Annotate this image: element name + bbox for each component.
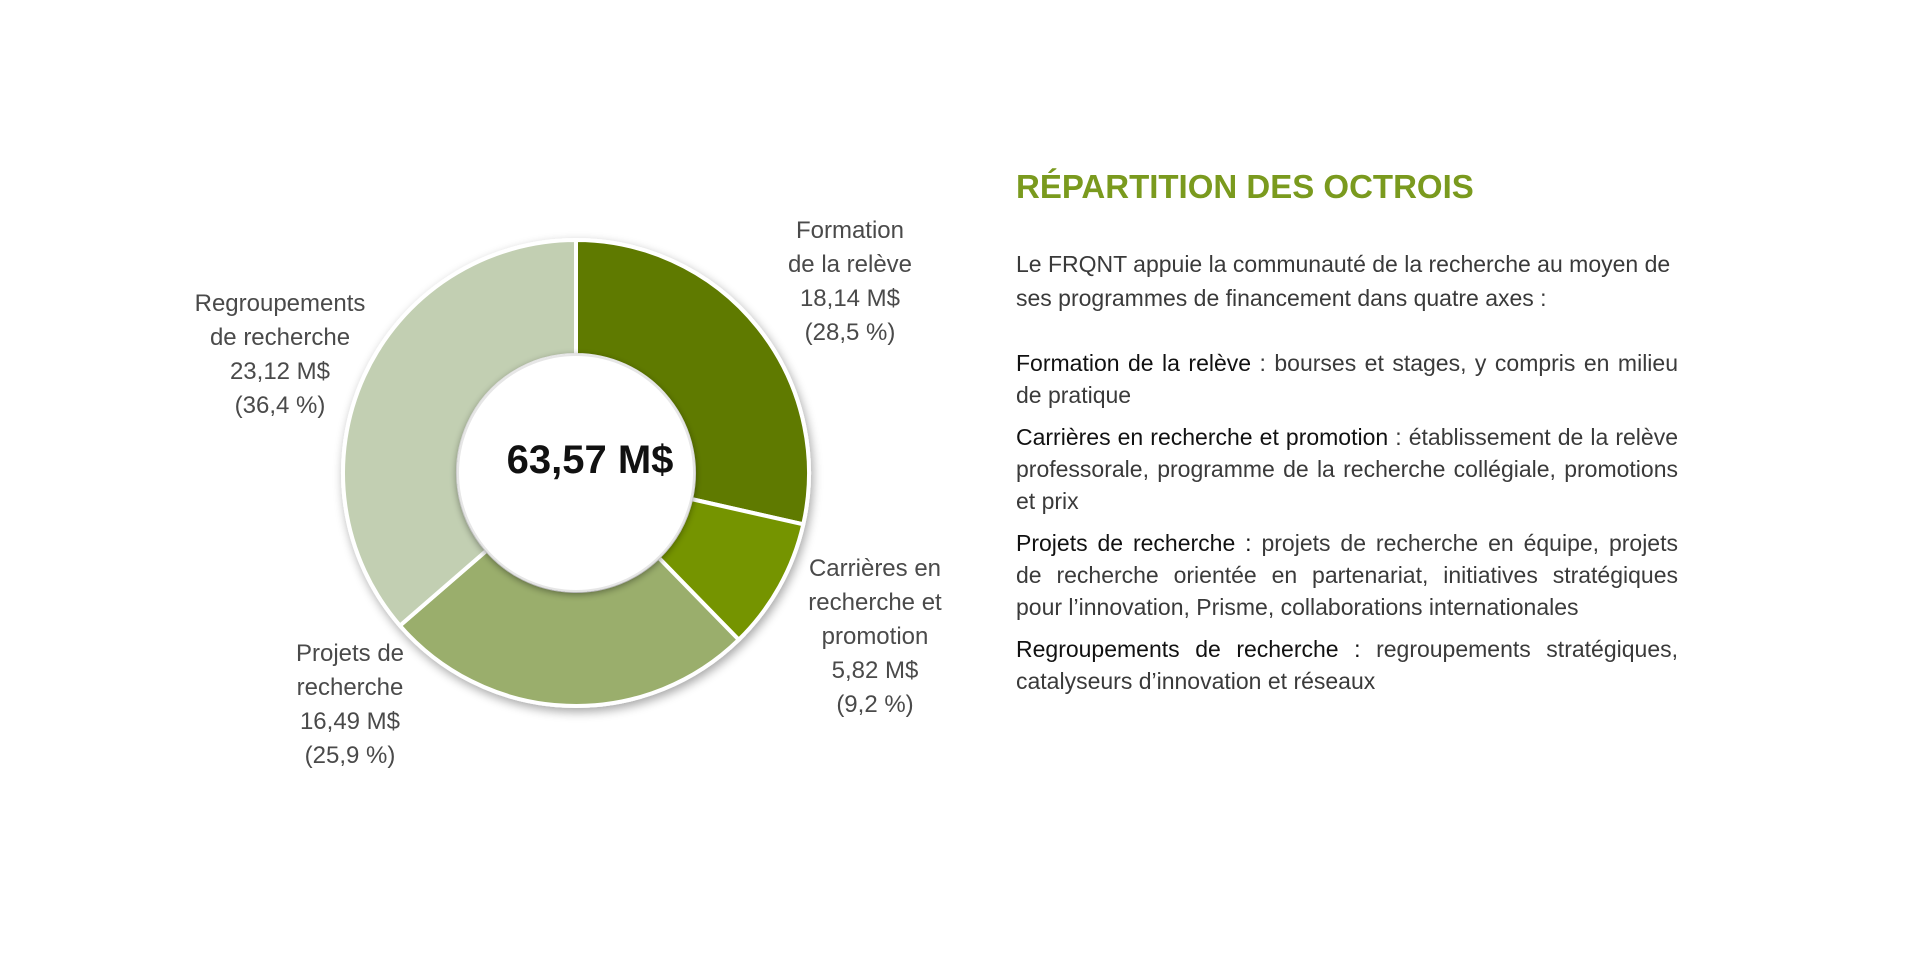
axes-list [1016,347,1678,697]
slice-percent-label: (36,4 %) [234,392,326,419]
slice-label-line: Formation [795,217,905,244]
slice-label-line: Regroupements [194,290,366,317]
slice-percent-label: (9,2 %) [836,691,914,718]
slice-label-line: recherche et [808,589,942,616]
slice-percent-label: (25,9 %) [304,742,396,769]
axis-name: Projets de recherche : [1016,530,1252,556]
axis-name: Regroupements de recherche : [1016,636,1361,662]
axis-name: Carrières en recherche et promotion [1016,424,1389,450]
axis-description: : établissement de la relève professorale, programme de la recherche collégiale, promotions et prix [1016,424,1678,514]
slice-value-label: 5,82 M$ [831,657,919,684]
info-title: RÉPARTITION DES OCTROIS [1016,168,1474,205]
slice-label-line: promotion [821,623,929,650]
slice-label-0 [755,214,945,350]
slice-percent-label: (28,5 %) [804,319,896,346]
slice-label-line: recherche [296,674,404,701]
info-intro: Le FRQNT appuie la communauté de la recherche au moyen de ses programmes de financement dans quatre axes : [1016,251,1671,311]
slice-value-label: 18,14 M$ [799,285,901,312]
axis-item [1016,347,1678,411]
axis-item [1016,421,1678,517]
donut-total-label: 63,57 M$ [506,438,674,482]
axis-description: : bourses et stages, y compris en milieu de pratique [1016,350,1678,408]
slice-label-line: Projets de [295,640,405,667]
info-panel [1016,165,1678,707]
slice-label-line: de la relève [787,251,913,278]
axis-description: projets de recherche en équipe, projets de recherche orientée en partenariat, initiatives stratégiques pour l’innovation, Prisme, collaborations internationales [1016,530,1678,620]
axis-item [1016,527,1678,623]
slice-value-label: 23,12 M$ [229,358,331,385]
axis-name: Formation de la relève [1016,350,1252,376]
axis-item [1016,633,1678,697]
slice-label-3 [160,287,400,423]
slice-label-2 [265,637,435,773]
slice-value-label: 16,49 M$ [299,708,401,735]
slice-label-line: Carrières en [808,555,942,582]
slice-label-line: de recherche [209,324,351,351]
axis-description: regroupements stratégiques, catalyseurs d’innovation et réseaux [1016,636,1678,694]
slice-label-1 [775,552,975,722]
